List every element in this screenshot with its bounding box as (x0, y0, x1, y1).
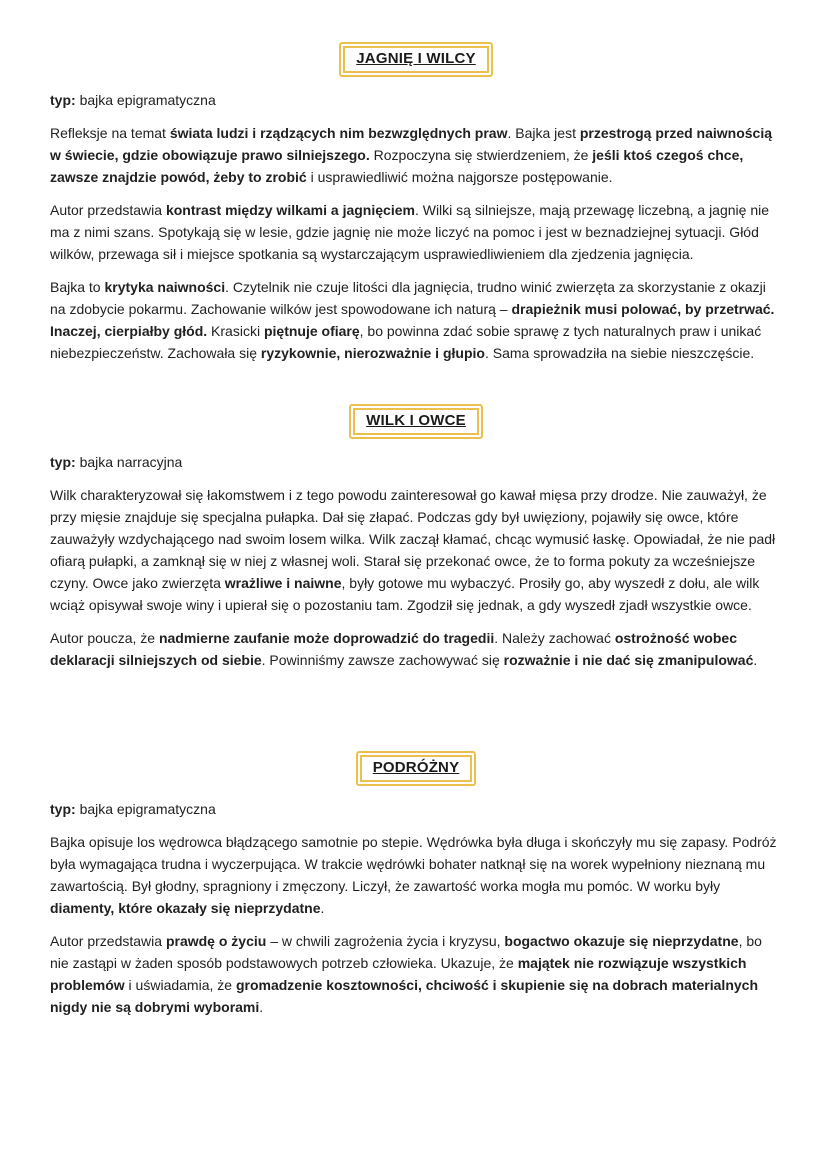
section-title: JAGNIĘ I WILCY (356, 50, 476, 67)
section-title-box (349, 404, 483, 439)
typ-label: typ: (50, 801, 76, 817)
paragraph: Wilk charakteryzował się łakomstwem i z tego powodu zainteresował go kawał mięsa przy drodze. Nie zauważył, że przy mięsie znajduje się specjalna pułapka. Dał się złapać. Podczas gdy był uwięziony, pojawiły się owce, które zauważyły wzdychającego nad swoim losem wilka. Wilk zaczął kłamać, chcąc wymusić łaskę. Opowiadał, że nie padł ofiarą pułapki, a zamknął się w niej z własnej woli. Starał się przekonać owce, że to forma pokuty za wcześniejsze czyny. Owce jako zwierzęta wrażliwe i naiwne, były gotowe mu wybaczyć. Prosiły go, aby wyszedł z dołu, ale wilk wciąż opisywał swoje winy i upierał się o pozostaniu tam. Zgodził się jednak, a gdy wyszedł zjadł wszystkie owce. (50, 487, 776, 613)
section-title-row (50, 42, 782, 77)
typ-line (50, 451, 782, 473)
section-title-box (339, 42, 492, 77)
paragraph: Autor przedstawia prawdę o życiu – w chwili zagrożenia życia i kryzysu, bogactwo okazuje się nieprzydatne, bo nie zastąpi w żaden sposób podstawowych potrzeb człowieka. Ukazuje, że majątek nie rozwiązuje wszystkich problemów i uświadamia, że gromadzenie kosztowności, chciwość i skupienie się na dobrach materialnych nigdy nie są dobrymi wyborami. (50, 933, 762, 1015)
fable-section-wilk-i-owce (50, 404, 782, 671)
section-title: PODRÓŻNY (372, 759, 460, 776)
paragraph: Bajka opisuje los wędrowca błądzącego samotnie po stepie. Wędrówka była długa i skończyły mu się zapasy. Podróż była wymagająca trudna i wyczerpująca. W trakcie wędrówki bohater natknął się na worek wypełniony nieznaną mu zawartością. Był głodny, spragniony i zmęczony. Liczył, że zawartość worka mogła mu pomóc. W worku były diamenty, które okazały się nieprzydatne. (50, 834, 777, 916)
typ-value: bajka epigramatyczna (79, 801, 216, 817)
section-title-row (50, 751, 782, 786)
paragraph: Autor poucza, że nadmierne zaufanie może doprowadzić do tragedii. Należy zachować ostrożność wobec deklaracji silniejszych od siebie. Powinniśmy zawsze zachowywać się rozważnie i nie dać się zmanipulować. (50, 630, 758, 668)
section-title-box (356, 751, 477, 786)
section-title: WILK I OWCE (366, 412, 466, 429)
section-title-row (50, 404, 782, 439)
typ-line (50, 798, 782, 820)
paragraph: Autor przedstawia kontrast między wilkami a jagnięciem. Wilki są silniejsze, mają przewagę liczebną, a jagnię nie ma z nimi szans. Spotykają się w lesie, gdzie jagnię nie może liczyć na pomoc i jest w beznadziejnej sytuacji. Głód wilków, przewaga sił i miejsce spotkania są wystarczającym usprawiedliwieniem dla zjedzenia jagnięcia. (50, 202, 770, 262)
paragraph: Refleksje na temat świata ludzi i rządzących nim bezwzględnych praw. Bajka jest przestrogą przed naiwnością w świecie, gdzie obowiązuje prawo silniejszego. Rozpoczyna się stwierdzeniem, że jeśli ktoś czegoś chce, zawsze znajdzie powód, żeby to zrobić i usprawiedliwić można najgorsze postępowanie. (50, 125, 773, 185)
typ-label: typ: (50, 92, 76, 108)
paragraph: Bajka to krytyka naiwności. Czytelnik nie czuje litości dla jagnięcia, trudno winić zwierzęta za skorzystanie z okazji na zdobycie pokarmu. Zachowanie wilków jest spowodowane ich naturą – drapieżnik musi polować, by przetrwać. Inaczej, cierpiałby głód. Krasicki piętnuje ofiarę, bo powinna zdać sobie sprawę z tych naturalnych praw i unikać niebezpieczeństw. Zachowała się ryzykownie, nierozważnie i głupio. Sama sprowadziła na siebie nieszczęście. (50, 279, 775, 361)
typ-value: bajka narracyjna (79, 454, 183, 470)
fable-section-podrozny (50, 751, 782, 1018)
typ-value: bajka epigramatyczna (79, 92, 216, 108)
typ-line (50, 89, 782, 111)
fable-section-jagnie-i-wilcy (50, 42, 782, 364)
typ-label: typ: (50, 454, 76, 470)
